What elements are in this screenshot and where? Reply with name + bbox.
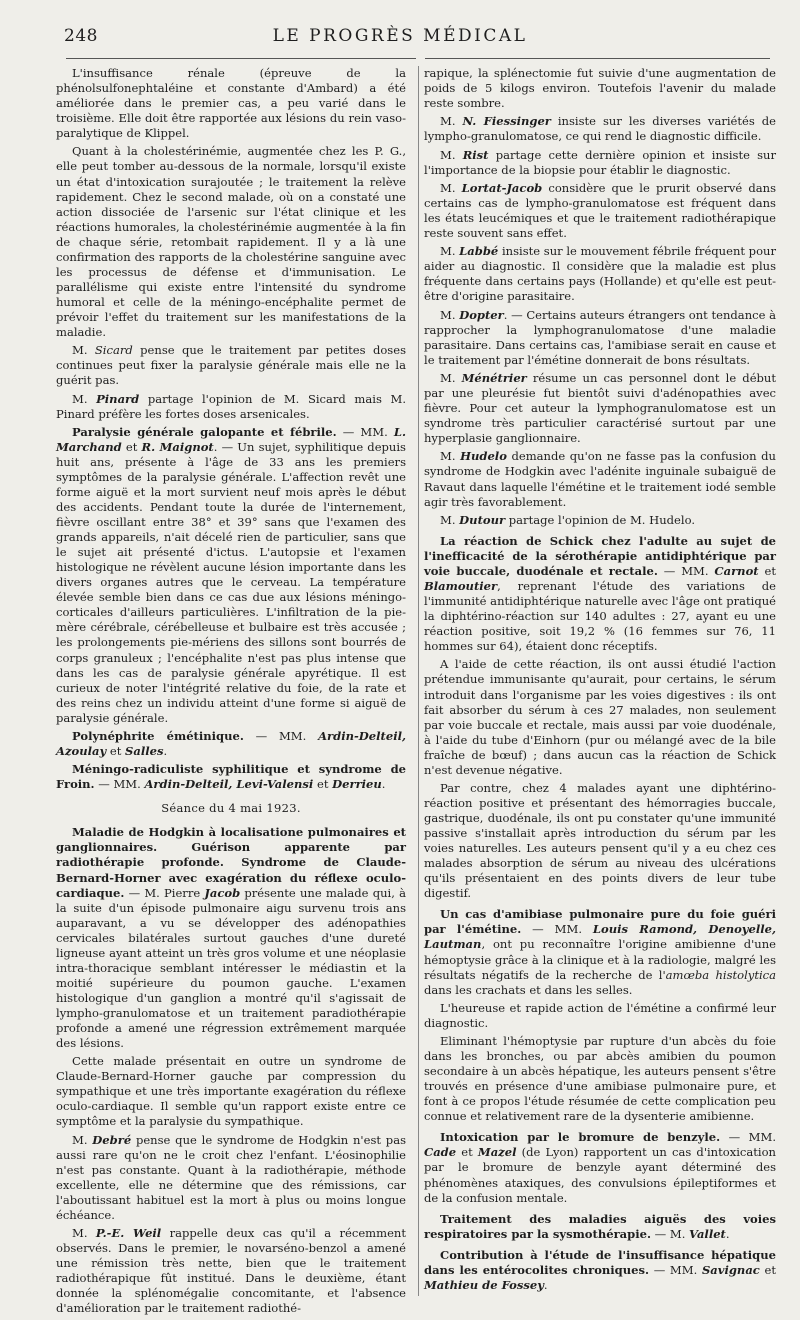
author-name: Savignac — [701, 1262, 760, 1277]
authors-prefix: — M. Pierre — [124, 885, 205, 900]
conjunction: et — [759, 1262, 777, 1277]
paragraph-debre — [56, 1133, 406, 1223]
authors-prefix: — M. — [650, 1226, 690, 1241]
paragraph-polynephrite — [56, 729, 406, 759]
paragraph-hudelo — [424, 449, 776, 509]
paragraph-schick-contrast: Par contre, chez 4 malades ayant une diphtérino-réaction positive et présentant des hémorragies buccale, gastrique, duodénale, ils ont pu constater qu'une immunité passive s'installait après introduction du sérum par les voies naturelles. Les auteurs pensent qu'il y a eu chez ces malades absorption de sérum au niveau des ulcérations qu'ils présentaient en des points divers de leur tube digestif. — [424, 780, 776, 901]
paragraph-text: partage l'opinion de M. Sicard mais M. Pinard préfère les fortes doses arsenicales. — [56, 391, 406, 421]
paragraph-text: partage cette dernière opinion et insiste sur l'importance de la biopsie pour établir le diagnostic. — [424, 147, 776, 177]
authors-prefix: — MM. — [94, 777, 145, 792]
communication-title: Maladie de Hodgkin à localisatione pulmonaires et ganglionnaires. Guérison apparente par radiothérapie profonde. Syndrome de Claude-Bernard-Horner avec exagération du réflexe oculo-cardiaque. — [56, 825, 406, 900]
punctuation: . — [163, 744, 168, 758]
paragraph-labbe — [424, 244, 776, 304]
author-name: Cade — [424, 1145, 457, 1160]
author-name: Salles — [125, 744, 164, 758]
paragraph-cholesterol: Quant à la cholestérinémie, augmentée chez les P. G., elle peut tomber au-dessous de la normale, lorsqu'il existe un état d'intoxication surajoutée ; le traitement la relève rapidement. Chez le second malade, où on a constaté une action dissociée de l'arsenic sur l'état clinique et les réactions humorales, la cholestérinémie augmentée à la fin de chaque série, retombait rapidement. Il y a là une confirmation des rapports de la cholestérine sanguine avec les processus de défense et d'immunisation. Le parallélisme qui existe entre l'intensité du syndrome humoral et celle de la méningo-encéphalite permet de prévoir l'effet du traitement sur les manifestations de la maladie. — [56, 144, 406, 339]
author-name: Labbé — [459, 244, 499, 259]
communication-title: Intoxication par le bromure de benzyle. — [440, 1130, 721, 1145]
paragraph-dutour — [424, 513, 776, 528]
right-column — [424, 66, 776, 1296]
communication-title: La réaction de Schick chez l'adulte au sujet de l'inefficacité de la sérothérapie antidiphtérique par voie buccale, duodénale et rectale. — [424, 533, 776, 578]
conjunction: et — [121, 439, 142, 454]
authors-prefix: — MM. — [720, 1130, 776, 1145]
author-name: Dopter — [459, 307, 504, 322]
author-names: Ardin-Delteil, Azoulay — [56, 728, 406, 758]
paragraph-galopante — [56, 425, 406, 726]
paragraph-hodgkin — [56, 825, 406, 1051]
punctuation: . — [381, 777, 386, 792]
author-name: Rist — [462, 147, 489, 162]
paragraph-sysmotherapie — [424, 1212, 776, 1242]
author-name: P.-E. Weil — [95, 1226, 162, 1241]
authors-prefix: — MM. — [336, 424, 394, 439]
paragraph-sicard — [56, 343, 406, 388]
author-name: Derrieu — [332, 777, 382, 792]
authors-prefix: — MM. — [649, 1262, 702, 1277]
page-number: 248 — [64, 26, 98, 46]
author-name: Debré — [92, 1132, 132, 1147]
prefix: M. — [440, 244, 460, 259]
paragraph-rist — [424, 148, 776, 178]
prefix: M. — [72, 391, 97, 406]
conjunction: et — [313, 777, 333, 792]
author-name: Mazel — [477, 1145, 517, 1160]
authors-prefix: — MM. — [657, 563, 715, 578]
paragraph-weil — [56, 1226, 406, 1316]
author-name: Blamoutier — [424, 579, 498, 593]
header-rule-left — [66, 58, 416, 59]
prefix: M. — [72, 343, 95, 358]
paragraph-text: . — Certains auteurs étrangers ont tendance à rapprocher la lymphogranulomatose d'une maladie parasitaire. Dans certains cas, l'amibiase serait en cause et le traitement par l'émétine donnerait de bons résultats. — [424, 307, 776, 367]
author-names: Ardin-Delteil, Levi-Valensi — [144, 777, 314, 792]
author-name: Sicard — [94, 343, 133, 358]
author-name: Ménétrier — [461, 371, 527, 386]
communication-title: Contribution à l'étude de l'insuffisance hépatique dans les entérocolites chroniques. — [424, 1247, 776, 1277]
author-name: R. Maignot — [141, 439, 214, 454]
prefix: M. — [440, 114, 463, 129]
paragraph-text: dans les crachats et dans les selles. — [424, 982, 633, 997]
author-name: Dutour — [459, 512, 506, 527]
paragraph-fiessinger — [424, 114, 776, 144]
paragraph-renal: L'insuffisance rénale (épreuve de la phénolsulfonephtaléine et constante d'Ambard) a été améliorée dans le premier cas, a peu varié dans le troisième. Elle doit être rapportée aux lésions du rein vaso-paralytique de Klippel. — [56, 66, 406, 141]
conjunction: et — [758, 563, 776, 578]
prefix: M. — [440, 449, 461, 464]
conjunction: et — [106, 744, 126, 758]
running-title: LE PROGRÈS MÉDICAL — [272, 26, 528, 46]
session-heading: Séance du 4 mai 1923. — [161, 801, 301, 816]
paragraph-text: , reprenant l'étude des variations de l'immunité antidiphtérique naturelle avec l'âge ont pratiqué la diphtérino-réaction sur 140 adultes : 27, ayant eu une réaction positive, soit 19,2 % (16 femmes sur 76, 11 hommes sur 64), étaient donc réceptifs. — [424, 579, 776, 654]
paragraph-menetrier — [424, 371, 776, 446]
conjunction: et — [456, 1145, 478, 1160]
author-name: Vallet — [689, 1226, 726, 1241]
author-name: Lortat-Jacob — [461, 180, 543, 195]
paragraph-splenectomie: rapique, la splénectomie fut suivie d'une augmentation de poids de 5 kilogs environ. Toutefois l'avenir du malade reste sombre. — [424, 66, 776, 111]
author-name: Jacob — [204, 885, 241, 900]
prefix: M. — [440, 147, 463, 162]
species-name: amœba histolytica — [665, 967, 776, 982]
communication-title: Méningo-radiculiste syphilitique et syndrome de Froin. — [56, 762, 406, 792]
paragraph-text: (de Lyon) rapportent un cas d'intoxication par le bromure de benzyle ayant déterminé des phénomènes ataxiques, des convulsions épileptiformes et de la confusion mentale. — [424, 1145, 776, 1205]
paragraph-amibiase — [424, 907, 776, 997]
header-rule-right — [425, 58, 770, 59]
paragraph-text: . — Un sujet, syphilitique depuis huit ans, présente à l'âge de 33 ans les premiers symptômes de la paralysie générale. L'affection revêt une forme aiguë et la mort survient neuf mois après le début des accidents. Pendant toute la durée de l'internement, fièvre oscillant entre 38° et 39° sans que l'examen des grands appareils, n'ait décelé rien de particulier, sans que le sujet ait présenté d'ictus. L'autopsie et l'examen histologique ne révèlent aucune lésion importante dans les divers organes autres que le cerveau. La température élevée semble bien dans ce cas due aux lésions méningo-corticales d'ailleurs particulières. L'infiltration de la pie-mère cérébrale, cérébelleuse et bulbaire est très accusée ; les prolongements pie-mériens des sillons sont bourrés de corps granuleux ; l'encéphalite n'est pas plus intense que dans les cas de paralysie générale apyrétique. Il est curieux de noter l'intégrité relative du foie, de la rate et des reins chez un individu atteint d'une forme si aiguë de paralysie générale. — [56, 439, 406, 725]
left-column — [56, 66, 406, 1320]
communication-title: Un cas d'amibiase pulmonaire pure du foie guéri par l'émétine. — [424, 907, 776, 937]
paragraph-text: considère que le prurit observé dans certains cas de lympho-granulomatose est fréquent dans les états leucémiques et que le traitement radiothérapique reste souvent sans effet. — [424, 180, 776, 241]
paragraph-text: pense que le traitement par petites doses continues peut fixer la paralysie générale mais elle ne la guérit pas. — [56, 343, 406, 388]
paragraph-text: insiste sur les diverses variétés de lympho-granulomatose, ce qui rend le diagnostic difficile. — [424, 114, 776, 144]
paragraph-text: insiste sur le mouvement fébrile fréquent pour aider au diagnostic. Il considère que la maladie est plus fréquente dans certains pays (Hollande) et qu'elle est peut-être d'origine parasitaire. — [424, 244, 776, 304]
paragraph-lortat-jacob — [424, 181, 776, 241]
author-name: Pinard — [96, 391, 140, 406]
paragraph-bromure — [424, 1130, 776, 1205]
author-name: Hudelo — [460, 449, 507, 464]
punctuation: . — [725, 1226, 730, 1241]
paragraph-text: rappelle deux cas qu'il a récemment observés. Dans le premier, le novarséno-benzol a amené une rémission très nette, bien que le traitement radiothérapique fût institué. Dans le deuxième, étant donnée la splénomégalie concomitante, et l'absence d'amélioration par le traitement radiothé- — [56, 1226, 406, 1316]
prefix: M. — [440, 180, 462, 195]
paragraph-hemoptysie: Eliminant l'hémoptysie par rupture d'un abcès du foie dans les bronches, ou par abcès amibien du poumon secondaire à un abcès hépatique, les auteurs pensent s'être trouvés en présence d'une amibiase pulmonaire pure, et font à ce propos l'étude résumée de cette complication peu connue et relativement rare de la dysenterie amibienne. — [424, 1034, 776, 1124]
paragraph-text: présente une malade qui, à la suite d'un épisode pulmonaire aigu survenu trois ans auparavant, a vu se développer des adénopathies cervicales bilatérales surtout gauches d'une dureté ligneuse ayant atteint un très gros volume et une néoplasie intra-thoracique semblant intéresser le médiastin et la moitié supérieure du poumon gauche. L'examen histologique d'un ganglion a montré qu'il s'agissait de lympho-granulomatose et un traitement paradiothérapie profonde a amené une régression extrêmement marquée des lésions. — [56, 885, 406, 1051]
authors-prefix: — MM. — [521, 922, 593, 937]
paragraph-emetine: L'heureuse et rapide action de l'émétine a confirmé leur diagnostic. — [424, 1000, 776, 1030]
paragraph-text: , ont pu reconnaître l'origine amibienne d'une hémoptysie grâce à la clinique et à la radiologie, malgré les résultats négatifs de la recherche de l' — [424, 937, 776, 982]
author-name: Carnot — [714, 563, 759, 578]
paragraph-dopter — [424, 308, 776, 368]
author-names: Louis Ramond, Denoyelle, Lautman — [424, 922, 776, 952]
paragraph-horner: Cette malade présentait en outre un syndrome de Claude-Bernard-Horner gauche par compression du sympathique et une très importante exagération du réflexe oculo-cardiaque. Il semble qu'un rapport existe entre ce symptôme et la paralysie du sympathique. — [56, 1054, 406, 1129]
communication-title: Paralysie générale galopante et fébrile. — [72, 424, 337, 439]
communication-title: Polynéphrite émétinique. — [72, 728, 244, 743]
paragraph-schick-method: A l'aide de cette réaction, ils ont aussi étudié l'action prétendue immunisante qu'aurait, pour certains, le sérum introduit dans l'organisme par les voies digestives : ils ont fait absorber du sérum à ces 27 malades, non seulement par voie buccale et rectale, mais aussi par voie duodénale, à l'aide du tube d'Einhorn (pur ou mélangé avec de la bile fraîche de bœuf) ; dans aucun cas la réaction de Schick n'est devenue négative. — [424, 657, 776, 777]
paragraph-text: demande qu'on ne fasse pas la confusion du syndrome de Hodgkin avec l'adénite inguinale subaiguë de Ravaut dans laquelle l'émétine et le traitement iodé semble agir très favorablement. — [424, 449, 776, 509]
paragraph-pinard — [56, 392, 406, 422]
prefix: M. — [72, 1226, 96, 1241]
prefix: M. — [72, 1132, 93, 1147]
punctuation: . — [543, 1277, 548, 1292]
paragraph-text: résume un cas personnel dont le début par une pleurésie fut bientôt suivi d'adénopathies avec fièvre. Pour cet auteur la lymphogranulomatose est un syndrome très particulier caractérisé surtout par une hyperplasie ganglionnaire. — [424, 371, 776, 446]
page-header — [0, 26, 800, 56]
author-name: N. Fiessinger — [462, 114, 551, 129]
prefix: M. — [440, 307, 460, 322]
paragraph-insuffisance-hepatique — [424, 1248, 776, 1293]
paragraph-schick — [424, 534, 776, 654]
author-name: Mathieu de Fossey — [424, 1277, 544, 1292]
paragraph-text: partage l'opinion de M. Hudelo. — [505, 512, 695, 527]
paragraph-text: pense que le syndrome de Hodgkin n'est pas aussi rare qu'on ne le croit chez l'enfant. L'éosinophilie n'est pas constante. Quant à la radiothérapie, méthode excellente, elle ne détermine que des rémissions, car l'aboutissant habituel est la mort à plus ou moins longue échéance. — [56, 1132, 407, 1222]
paragraph-meningo — [56, 762, 406, 792]
author-name: L. Marchand — [56, 424, 406, 454]
communication-title: Traitement des maladies aiguës des voies respiratoires par la sysmothérapie. — [424, 1211, 776, 1241]
prefix: M. — [440, 512, 460, 527]
authors-prefix: — MM. — [243, 728, 319, 743]
prefix: M. — [440, 371, 462, 386]
